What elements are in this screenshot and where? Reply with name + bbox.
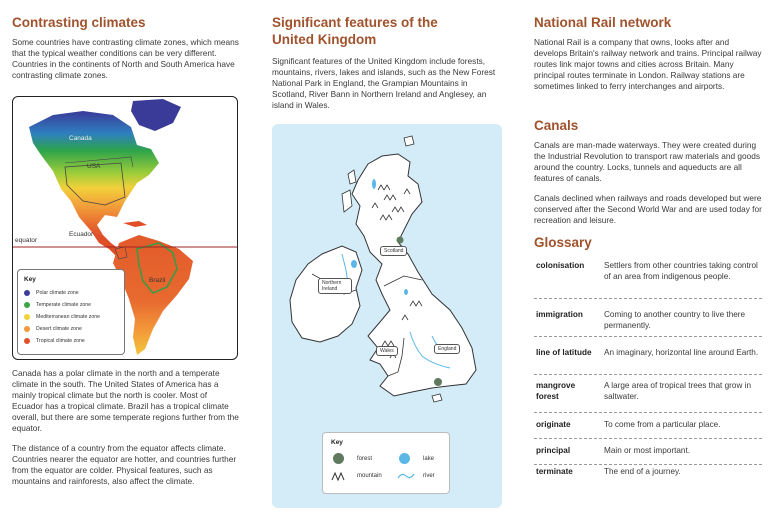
uk-features-title: Significant features of the United Kingdom	[272, 15, 438, 47]
brazil-label: Brazil	[149, 277, 166, 284]
uk-key-title: Key	[331, 439, 343, 446]
glossary-definition: Main or most important.	[604, 446, 690, 455]
key-temperate: Temperate climate zone	[24, 302, 91, 308]
wales-label: Wales	[376, 346, 398, 356]
key-tropical: Tropical climate zone	[24, 338, 85, 344]
key-mediterranean: Mediterranean climate zone	[24, 314, 100, 320]
glossary-definition: Settlers from other countries taking control of an area from indigenous people.	[604, 261, 758, 281]
canals-para-2: Canals declined when railways and roads developed but were conserved after the Second World War and are used today for recreation and leisure.	[534, 193, 762, 225]
lake-icon	[399, 453, 410, 464]
key-desert: Desert climate zone	[24, 326, 82, 332]
glossary-row	[534, 414, 762, 439]
climate-key-title: Key	[24, 276, 36, 283]
glossary-term: colonisation	[536, 261, 585, 270]
glossary-row	[534, 254, 762, 299]
glossary-row	[534, 338, 762, 375]
glossary-term: line of latitude	[536, 348, 592, 357]
glossary-definition: Coming to another country to live there permanently.	[604, 310, 746, 330]
climates-title: Contrasting climates	[12, 15, 146, 30]
glossary-definition: An imaginary, horizontal line around Earth.	[604, 348, 759, 357]
key-lake-label: lake	[423, 456, 435, 462]
glossary-table	[534, 254, 762, 490]
usa-label: USA	[87, 163, 101, 170]
glossary-row	[534, 440, 762, 465]
glossary-term: originate	[536, 420, 571, 429]
americas-climate-map	[12, 96, 238, 360]
mediterranean-dot-icon	[24, 314, 30, 320]
key-forest-label: forest	[357, 456, 373, 462]
mountain-icon	[331, 471, 347, 481]
climate-key	[17, 269, 125, 355]
glossary-row	[534, 376, 762, 413]
climates-para-1: Canada has a polar climate in the north and a temperate climate in the south. The United States of America has a mainly tropical climate but the north is cooler. Most of Ecuador has a tropical climate. Brazil has a tropical climate overall, but there are some temperate regions further from the equator.	[12, 368, 239, 433]
forest-icon	[333, 453, 344, 464]
glossary-term: terminate	[536, 467, 573, 476]
uk-features-map	[272, 124, 502, 508]
key-mountain-label: mountain	[357, 473, 382, 479]
glossary-term: principal	[536, 446, 571, 455]
tropical-dot-icon	[24, 338, 30, 344]
rail-text: National Rail is a company that owns, looks after and develops Britain's railway network and trains. Principal railway routes link major towns and cities across Britain. Many principal routes terminate in London. Railway stations are sometimes linked to ferry interchanges and airports.	[534, 37, 762, 91]
uk-map-key	[322, 432, 450, 494]
temperate-dot-icon	[24, 302, 30, 308]
northern-ireland-label: Northern Ireland	[318, 278, 352, 294]
glossary-definition: The end of a journey.	[604, 467, 681, 476]
glossary-title: Glossary	[534, 235, 592, 250]
glossary-row	[534, 300, 762, 337]
desert-dot-icon	[24, 326, 30, 332]
glossary-definition: To come from a particular place.	[604, 420, 721, 429]
equator-label: equator	[15, 237, 38, 244]
glossary-term: mangrove forest	[536, 381, 576, 401]
key-polar: Polar climate zone	[24, 290, 79, 296]
canada-label: Canada	[69, 135, 92, 142]
canals-para-1: Canals are man-made waterways. They were created during the Industrial Revolution to transport raw materials and goods around the country. Locks, tunnels and aqueducts are all features of canals.	[534, 140, 760, 183]
glossary-term: immigration	[536, 310, 583, 319]
scotland-label: Scotland	[380, 246, 407, 256]
climates-intro: Some countries have contrasting climate zones, which means that the typical weather conditions can be very different. Countries in the continents of North and South America have contrasting climate zones.	[12, 37, 239, 80]
river-icon	[397, 471, 415, 481]
glossary-definition: A large area of tropical trees that grow in saltwater.	[604, 381, 751, 401]
rail-title: National Rail network	[534, 15, 672, 30]
key-river-label: river	[423, 473, 435, 479]
polar-dot-icon	[24, 290, 30, 296]
england-label: England	[434, 344, 460, 354]
canals-title: Canals	[534, 118, 579, 133]
uk-features-intro: Significant features of the United Kingdom include forests, mountains, rivers, lakes and islands, such as the New Forest National Park in England, the Grampian Mountains in Scotland, River Bann in Northern Ireland and Anglesey, an island in Wales.	[272, 56, 496, 110]
climates-para-2: The distance of a country from the equator affects climate. Countries nearer the equator are hotter, and countries further from the equator are colder. Physical features, such as mountains and rainforests, also affect the climate.	[12, 443, 237, 486]
ecuador-label: Ecuador	[69, 231, 94, 238]
glossary-row	[534, 466, 762, 488]
